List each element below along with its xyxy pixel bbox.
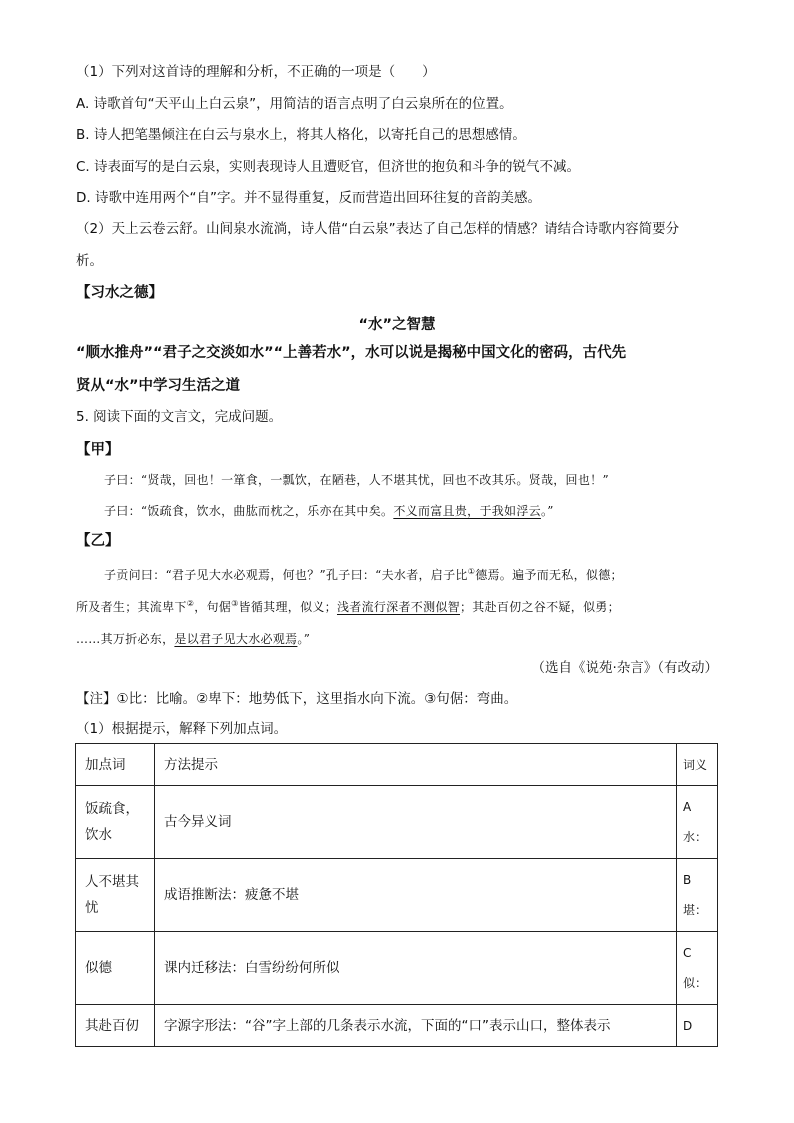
yi-l2-underlined-sentence: 浅者流行深者不测似智 bbox=[336, 600, 460, 614]
passage-source: （选自《说苑·杂言》（有改动） bbox=[531, 660, 718, 676]
note-ref-2: ② bbox=[186, 599, 195, 608]
jia-p2-text: 子曰：“饭疏食，饮水，曲肱而枕之，乐亦在其中矣。 bbox=[104, 504, 394, 518]
row-word: 其赴百仞 bbox=[76, 1005, 155, 1047]
yi-l1-text-b: 德焉。遍予而无私，似德； bbox=[475, 568, 623, 582]
q1-stem: （1）下列对这首诗的理解和分析，不正确的一项是（ ） bbox=[76, 64, 436, 80]
table-row bbox=[76, 786, 718, 859]
yi-l2-text-a: 所及者生；其流卑下 bbox=[76, 600, 187, 614]
header-meaning: 词义 bbox=[677, 744, 718, 786]
vocab-table bbox=[75, 743, 718, 1047]
note-ref-3: ③ bbox=[231, 599, 239, 608]
q2-line2: 析。 bbox=[76, 253, 103, 269]
passage-yi-label: 【乙】 bbox=[76, 533, 120, 549]
row-method: 古今异义词 bbox=[155, 786, 677, 859]
q1-option-d: D. 诗歌中连用两个“自”字。并不显得重复，反而营造出回环往复的音韵美感。 bbox=[76, 190, 541, 206]
passage-notes: 【注】①比：比喻。②卑下：地势低下，这里指水向下流。③句倨：弯曲。 bbox=[76, 691, 518, 707]
row-meaning: B 堪： bbox=[677, 859, 718, 932]
table-row bbox=[76, 1005, 718, 1047]
row-method: 字源字形法：“谷”字上部的几条表示水流，下面的“口”表示山口，整体表示 bbox=[155, 1005, 677, 1047]
yi-l1-text-a: 子贡问曰：“君子见大水必观焉，何也？”孔子曰：“夫水者，启子比 bbox=[104, 568, 468, 582]
row-word: 人不堪其 忧 bbox=[76, 859, 155, 932]
q5-stem: 5. 阅读下面的文言文，完成问题。 bbox=[76, 409, 283, 425]
table-row bbox=[76, 859, 718, 932]
yi-l3-text-b: 。” bbox=[297, 632, 311, 646]
note-ref-1: ① bbox=[467, 567, 476, 576]
q2-line1: （2）天上云卷云舒。山间泉水流淌，诗人借“白云泉”表达了自己怎样的情感？请结合诗歌内容简要分 bbox=[76, 221, 680, 237]
header-word: 加点词 bbox=[76, 744, 155, 786]
table-row bbox=[76, 932, 718, 1005]
yi-l2-text-b: ，句倨 bbox=[194, 600, 232, 614]
row-meaning: C 似： bbox=[677, 932, 718, 1005]
yi-l3-underlined-sentence: 是以君子见大水必观焉 bbox=[174, 632, 298, 646]
yi-l2-text-d: ；其赴百仞之谷不疑，似勇； bbox=[460, 600, 620, 614]
jia-p2-end: 。” bbox=[540, 504, 554, 518]
yi-l2-text-c: 皆循其理，似义； bbox=[238, 600, 337, 614]
row-method: 成语推断法：疲惫不堪 bbox=[155, 859, 677, 932]
section-title: “水”之智慧 bbox=[358, 317, 436, 333]
header-method: 方法提示 bbox=[155, 744, 677, 786]
q1-option-b: B. 诗人把笔墨倾注在白云与泉水上，将其人格化，以寄托自己的思想感情。 bbox=[76, 127, 526, 143]
passage-yi-line-1 bbox=[104, 566, 623, 584]
q1-option-a: A. 诗歌首句“天平山上白云泉”，用简洁的语言点明了白云泉所在的位置。 bbox=[76, 96, 513, 112]
jia-p2-underlined-sentence: 不义而富且贵，于我如浮云 bbox=[393, 504, 541, 518]
passage-yi-line-2 bbox=[76, 598, 620, 616]
row-method: 课内迁移法：白雪纷纷何所似 bbox=[155, 932, 677, 1005]
row-word: 似德 bbox=[76, 932, 155, 1005]
section-intro-line1: “顺水推舟”“君子之交淡如水”“上善若水”，水可以说是揭秘中国文化的密码，古代先 bbox=[76, 345, 627, 361]
passage-jia-paragraph-2 bbox=[104, 502, 554, 520]
row-meaning: A 水： bbox=[677, 786, 718, 859]
row-meaning: D bbox=[677, 1005, 718, 1047]
section-intro-line2: 贤从“水”中学习生活之道 bbox=[76, 378, 241, 394]
q1-option-c: C. 诗表面写的是白云泉，实则表现诗人且遭贬官，但济世的抱负和斗争的锐气不减。 bbox=[76, 159, 581, 175]
row-word: 饭疏食， 饮水 bbox=[76, 786, 155, 859]
yi-l3-text-a: ……其万折必东， bbox=[76, 632, 175, 646]
passage-jia-label: 【甲】 bbox=[76, 442, 120, 458]
passage-jia-paragraph-1: 子曰：“贤哉，回也！一箪食，一瓢饮，在陋巷，人不堪其忧，回也不改其乐。贤哉，回也！” bbox=[104, 473, 609, 487]
sub-question-1: （1）根据提示，解释下列加点词。 bbox=[76, 721, 288, 737]
section-heading: 【习水之德】 bbox=[76, 285, 163, 301]
passage-yi-line-3 bbox=[76, 630, 310, 648]
table-header-row bbox=[76, 744, 718, 786]
